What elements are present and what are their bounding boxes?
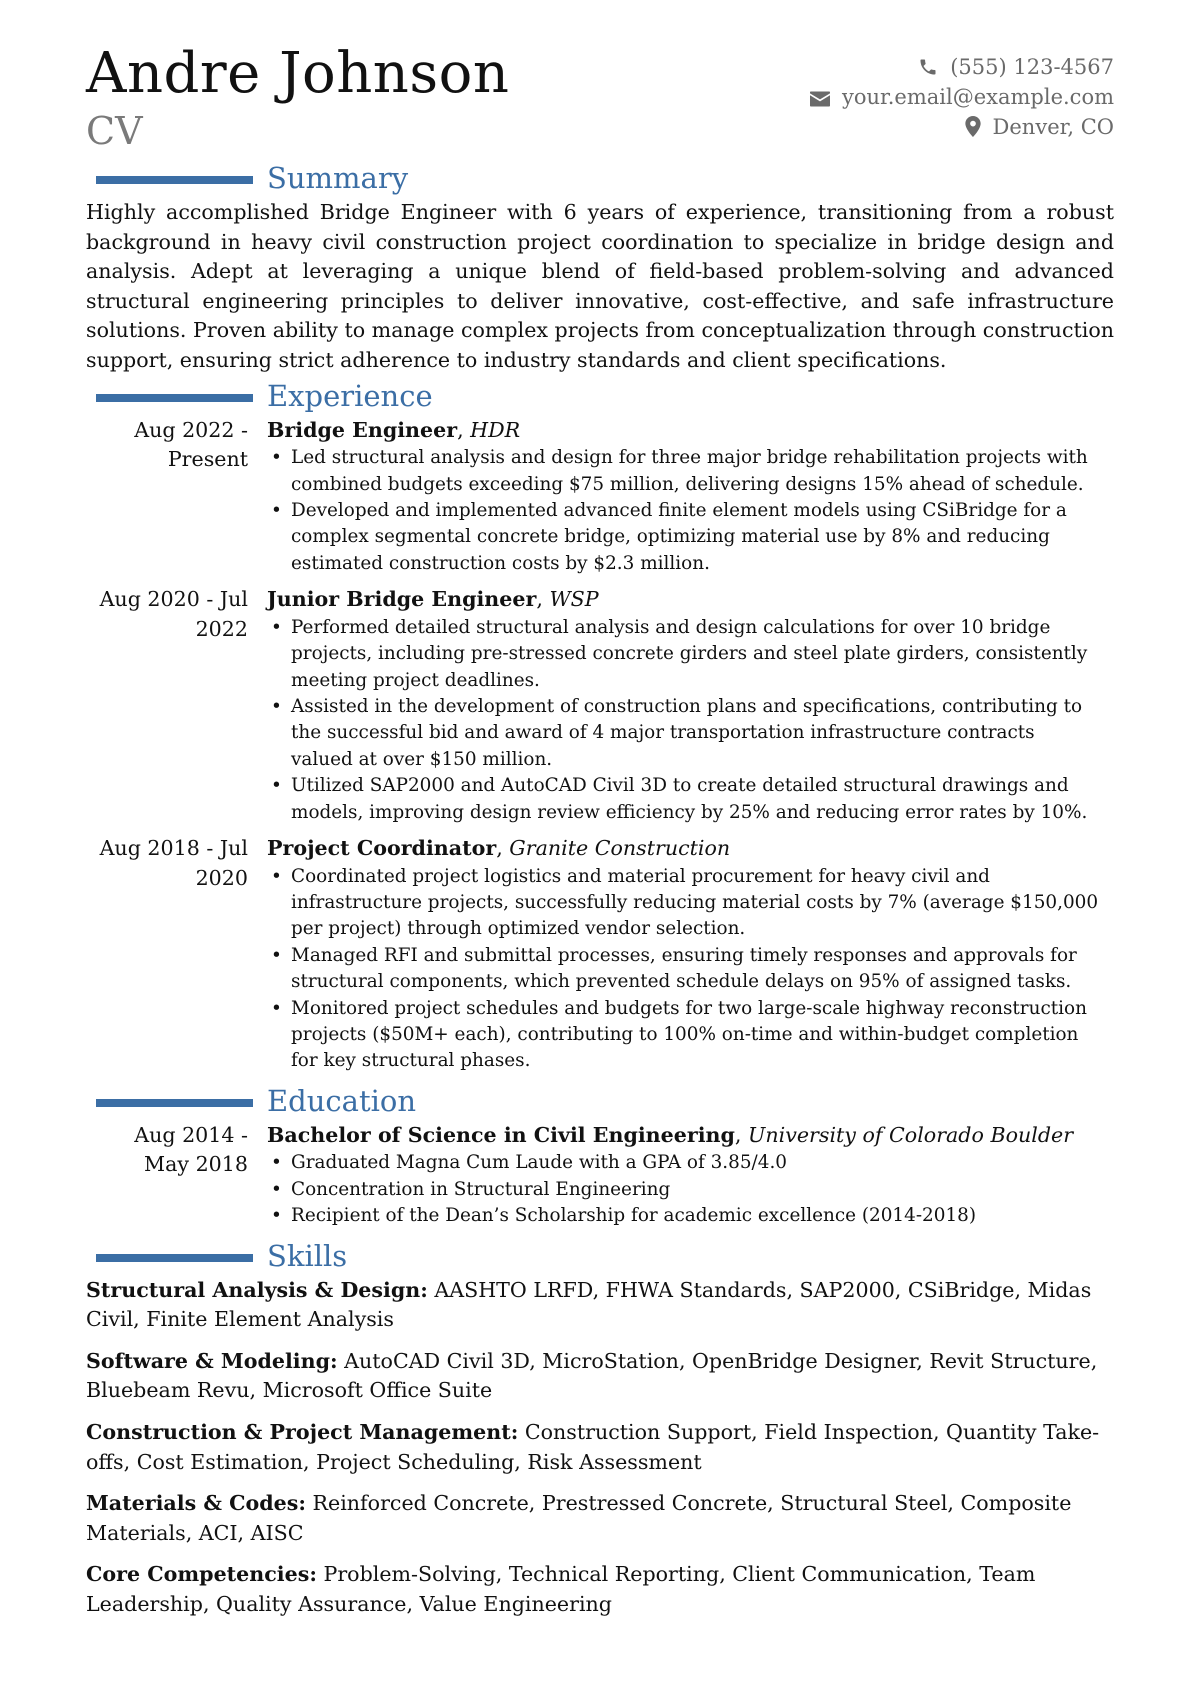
section-accent-bar [96, 1099, 253, 1107]
section-title-summary: Summary [267, 161, 409, 195]
bullet-item: • Assisted in the development of construction plans and specifications, contributing to the successful bid and award of 4 major transportation infrastructure contracts valued at over $150 million. [267, 694, 1100, 773]
cv-header [86, 0, 1114, 160]
education-list [86, 1121, 1114, 1230]
section-heading [86, 378, 1114, 416]
skill-line [86, 1489, 1114, 1548]
entry-role: Junior Bridge Engineer [267, 587, 537, 612]
section-title-skills: Skills [267, 1238, 348, 1273]
bullet-item: • Graduated Magna Cum Laude with a GPA of 3.85/4.0 [267, 1150, 1100, 1176]
skill-line [86, 1418, 1114, 1477]
bullet-item: • Monitored project schedules and budgets for two large-scale highway reconstruction projects ($50M+ each), contributing to 100% on-time and within-budget completion for key structural phases. [267, 996, 1100, 1075]
skill-line [86, 1347, 1114, 1406]
bullet-item: • Led structural analysis and design for three major bridge rehabilitation projects with combined budgets exceeding $75 million, delivering designs 15% ahead of schedule. [267, 445, 1100, 498]
section-heading [86, 160, 1114, 198]
skills-list [86, 1276, 1114, 1620]
entry-role: Bachelor of Science in Civil Engineering [267, 1122, 735, 1147]
experience-list [86, 416, 1114, 1075]
bullet-item: • Recipient of the Dean’s Scholarship for academic excellence (2014-2018) [267, 1203, 1100, 1229]
location-text: Denver, CO [992, 115, 1114, 139]
entry-date-end: May 2018 [144, 1152, 248, 1177]
skill-label: Materials & Codes: [86, 1491, 306, 1516]
section-accent-bar [96, 394, 253, 402]
entry-heading: Project Coordinator, Granite Construction [267, 836, 731, 861]
skill-label: Software & Modeling: [86, 1348, 338, 1373]
entry-date-start: Aug 2014 - [134, 1122, 248, 1147]
skills-section [86, 1238, 1114, 1620]
envelope-icon [810, 91, 830, 107]
phone-text: (555) 123-4567 [950, 55, 1114, 79]
entry-organization: University of Colorado Boulder [748, 1122, 1074, 1147]
education-section [86, 1083, 1114, 1230]
bullet-item: • Concentration in Structural Engineering [267, 1177, 1100, 1203]
section-heading [86, 1238, 1114, 1276]
entry-date-start: Aug 2020 - Jul [99, 587, 248, 612]
entry-heading: Bachelor of Science in Civil Engineering, University of Colorado Boulder [267, 1122, 1074, 1147]
entry-bullets [267, 1150, 1114, 1229]
entry-bullets [267, 615, 1114, 826]
person-name: Andre Johnson [86, 41, 510, 106]
entry-organization: Granite Construction [509, 836, 731, 861]
entry-role: Project Coordinator [267, 836, 497, 861]
entry-date-start: Aug 2022 - [134, 417, 248, 442]
entry-date-end: Present [167, 447, 248, 472]
skill-value: Reinforced Concrete, Prestressed Concrete, Structural Steel, Composite Materials, ACI, AISC [86, 1491, 1072, 1545]
education-entry [86, 1121, 1114, 1230]
contact-info [810, 52, 1114, 142]
entry-date-start: Aug 2018 - Jul [99, 836, 248, 861]
skill-value: Construction Support, Field Inspection, Quantity Take-offs, Cost Estimation, Project Scheduling, Risk Assessment [86, 1420, 1100, 1474]
entry-bullets [267, 864, 1114, 1075]
entry-organization: WSP [549, 587, 599, 612]
email-text: your.email@example.com [841, 85, 1114, 109]
summary-section [86, 160, 1114, 376]
contact-email[interactable] [810, 82, 1114, 112]
skill-value: AASHTO LRFD, FHWA Standards, SAP2000, CSiBridge, Midas Civil, Finite Element Analysis [86, 1277, 1092, 1332]
skill-value: Problem-Solving, Technical Reporting, Client Communication, Team Leadership, Quality Assurance, Value Engineering [86, 1562, 1036, 1617]
section-title-education: Education [267, 1083, 417, 1118]
experience-entry [86, 416, 1114, 578]
entry-date [86, 1121, 248, 1180]
experience-entry [86, 585, 1114, 826]
document-subtitle: CV [86, 109, 143, 153]
section-title-experience: Experience [267, 378, 433, 413]
summary-text: Highly accomplished Bridge Engineer with 6 years of experience, transitioning from a robust background in heavy civil construction project coordination to specialize in bridge design and analysis. Adept at leveraging a unique blend of field-based problem-solving and advanced structural engineering principles to deliver innovative, cost-effective, and safe infrastructure solutions. Proven ability to manage complex projects from conceptualization through construction support, ensuring strict adherence to industry standards and client specifications. [86, 200, 1114, 372]
entry-date-end: 2022 [195, 616, 248, 641]
skill-label: Construction & Project Management: [86, 1420, 519, 1445]
entry-heading: Bridge Engineer, HDR [267, 417, 521, 442]
experience-section [86, 378, 1114, 1075]
skill-line [86, 1276, 1114, 1335]
bullet-item: • Developed and implemented advanced finite element models using CSiBridge for a complex segmental concrete bridge, optimizing material use by 8% and reducing estimated construction costs by $2.3 million. [267, 498, 1100, 577]
cv-page [86, 0, 1114, 1632]
entry-date [86, 416, 248, 475]
entry-bullets [267, 445, 1114, 577]
bullet-item: • Utilized SAP2000 and AutoCAD Civil 3D to create detailed structural drawings and models, improving design review efficiency by 25% and reducing error rates by 10%. [267, 773, 1100, 826]
contact-phone[interactable] [810, 52, 1114, 82]
skill-value: AutoCAD Civil 3D, MicroStation, OpenBridge Designer, Revit Structure, Bluebeam Revu, Microsoft Office Suite [86, 1348, 1098, 1403]
entry-date-end: 2020 [195, 865, 248, 890]
entry-role: Bridge Engineer [267, 417, 458, 442]
skill-label: Core Competencies: [86, 1562, 317, 1587]
skill-line [86, 1560, 1114, 1619]
section-accent-bar [96, 1254, 253, 1262]
entry-date [86, 585, 248, 644]
bullet-item: • Coordinated project logistics and material procurement for heavy civil and infrastructure projects, successfully reducing material costs by 7% (average $150,000 per project) through optimized vendor selection. [267, 864, 1100, 943]
phone-icon [918, 57, 938, 77]
section-heading [86, 1083, 1114, 1121]
contact-location [810, 112, 1114, 142]
entry-date [86, 834, 248, 893]
bullet-item: • Managed RFI and submittal processes, ensuring timely responses and approvals for structural components, which prevented schedule delays on 95% of assigned tasks. [267, 943, 1100, 996]
entry-heading: Junior Bridge Engineer, WSP [267, 587, 599, 612]
bullet-item: • Performed detailed structural analysis and design calculations for over 10 bridge projects, including pre-stressed concrete girders and steel plate girders, consistently meeting project deadlines. [267, 615, 1100, 694]
section-accent-bar [96, 176, 253, 184]
experience-entry [86, 834, 1114, 1075]
map-pin-icon [965, 116, 981, 137]
skill-label: Structural Analysis & Design: [86, 1277, 428, 1302]
entry-organization: HDR [470, 417, 521, 442]
